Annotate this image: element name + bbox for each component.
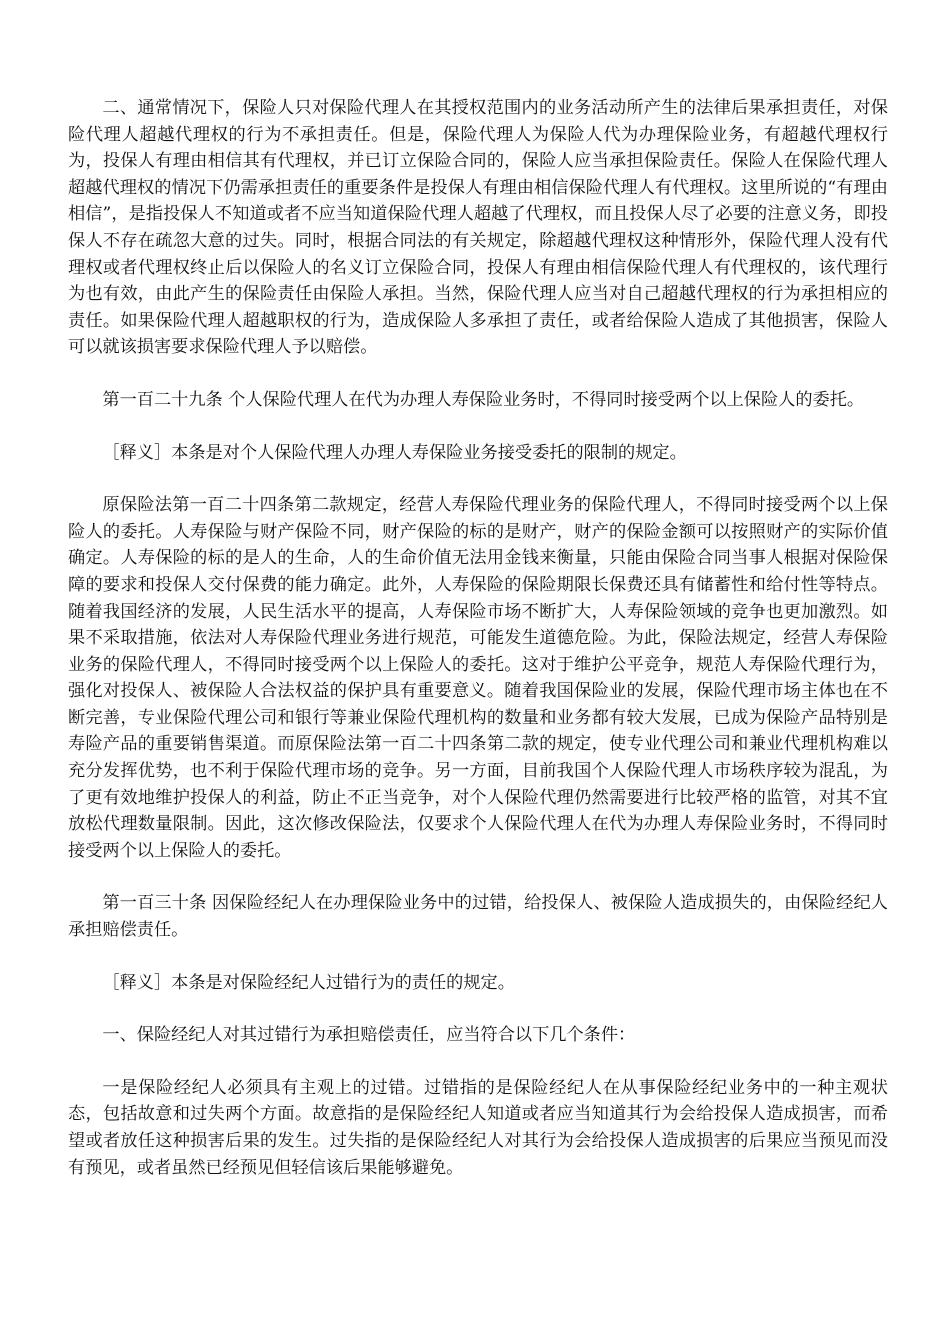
paragraph: 一是保险经纪人必须具有主观上的过错。过错指的是保险经纪人在从事保险经纪业务中的一种主观状态，包括故意和过失两个方面。故意指的是保险经纪人知道或者应当知道其行为会给投保人造成损害，而希望或者放任这种损害后果的发生。过失指的是保险经纪人对其行为会给投保人造成损害的后果应当预见而没有预见，或者虽然已经预见但轻信该后果能够避免。: [68, 1077, 888, 1178]
paragraph: ［释义］本条是对保险经纪人过错行为的责任的规定。: [102, 972, 515, 993]
paragraph: ［释义］本条是对个人保险代理人办理人寿保险业务接受委托的限制的规定。: [102, 442, 687, 463]
document-body: [68, 95, 888, 1181]
paragraph: 第一百三十条 因保险经纪人在办理保险业务中的过错，给投保人、被保险人造成损失的，由保险经纪人承担赔偿责任。: [68, 893, 888, 941]
paragraph: 二、通常情况下，保险人只对保险代理人在其授权范围内的业务活动所产生的法律后果承担责任，对保险代理人超越代理权的行为不承担责任。但是，保险代理人为保险人代为办理保险业务，有超越代理权行为，投保人有理由相信其有代理权，并已订立保险合同的，保险人应当承担保险责任。保险人在保险代理人超越代理权的情况下仍需承担责任的重要条件是投保人有理由相信保险代理人有代理权。这里所说的“有理由相信”，是指投保人不知道或者不应当知道保险代理人超越了代理权，而且投保人尽了必要的注意义务，即投保人不存在疏忽大意的过失。同时，根据合同法的有关规定，除超越代理权这种情形外，保险代理人没有代理权或者代理权终止后以保险人的名义订立保险合同，投保人有理由相信保险代理人有代理权的，该代理行为也有效，由此产生的保险责任由保险人承担。当然，保险代理人应当对自己超越代理权的行为承担相应的责任。如果保险代理人超越职权的行为，造成保险人多承担了责任，或者给保险人造成了其他损害，保险人可以就该损害要求保险代理人予以赔偿。: [68, 98, 888, 358]
paragraph: 原保险法第一百二十四条第二款规定，经营人寿保险代理业务的保险代理人，不得同时接受两个以上保险人的委托。人寿保险与财产保险不同，财产保险的标的是财产，财产的保险金额可以按照财产的实际价值确定。人寿保险的标的是人的生命，人的生命价值无法用金钱来衡量，只能由保险合同当事人根据对保险保障的要求和投保人交付保费的能力确定。此外，人寿保险的保险期限长保费还具有储蓄性和给付性等特点。随着我国经济的发展，人民生活水平的提高，人寿保险市场不断扩大，人寿保险领域的竞争也更加激烈。如果不采取措施，依法对人寿保险代理业务进行规范，可能发生道德危险。为此，保险法规定，经营人寿保险业务的保险代理人，不得同时接受两个以上保险人的委托。这对于维护公平竞争，规范人寿保险代理行为，强化对投保人、被保险人合法权益的保护具有重要意义。随着我国保险业的发展，保险代理市场主体也在不断完善，专业保险代理公司和银行等兼业保险代理机构的数量和业务都有较大发展，已成为保险产品特别是寿险产品的重要销售渠道。而原保险法第一百二十四条第二款的规定，使专业代理公司和兼业代理机构难以充分发挥优势，也不利于保险代理市场的竞争。另一方面，目前我国个人保险代理人市场秩序较为混乱，为了更有效地维护投保人的利益，防止不正当竞争，对个人保险代理仍然需要进行比较严格的监管，对其不宜放松代理数量限制。因此，这次修改保险法，仅要求个人保险代理人在代为办理人寿保险业务时，不得同时接受两个以上保险人的委托。: [68, 495, 888, 861]
paragraph: 第一百二十九条 个人保险代理人在代为办理人寿保险业务时，不得同时接受两个以上保险人的委托。: [102, 389, 865, 410]
paragraph: 一、保险经纪人对其过错行为承担赔偿责任，应当符合以下几个条件：: [102, 1025, 636, 1046]
